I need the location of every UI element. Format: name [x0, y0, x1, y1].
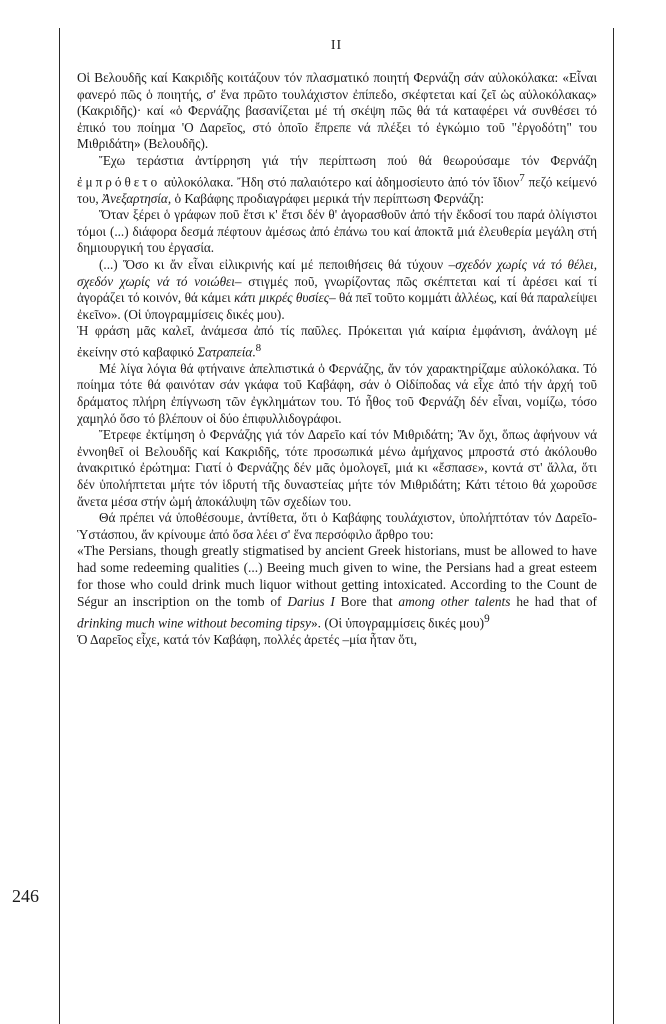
paragraph-3-text-a: Ἡ φράση μᾶς καλεῖ, ἀνάμεσα ἀπό τίς παῦλες. Πρόκειται γιά καίρια ἐμφάνιση, ἀνάλογη μέ ἐκείνην στό καβαφικό	[77, 323, 597, 360]
page-number: 246	[12, 886, 39, 906]
paragraph-1-text: Οἱ Βελουδῆς καί Κακριδῆς κοιτάζουν τόν πλασματικό ποιητή Φερνάζη σάν αὐλοκόλακα: «Εἶναι φανερό πῶς ὁ ποιητής, σ' ἕνα πρῶτο τουλάχιστον ἐπίπεδο, σκέφτεται καί ζεῖ ὡς αὐλοκόλακας» (Κακριδῆς)· καί «ὁ Φερνάζης βασανίζεται μέ τή σκέψη πῶς θά τά καταφέρει νά συνθέσει τό ἐπικό του ποίημα 'Ο Δαρεῖος, στό ὁποῖο ἔπρεπε νά πλέξει τό ἐγκώμιο τοῦ "ἐργοδότη" του Μιθριδάτη» (Βελουδῆς).	[77, 70, 597, 152]
work-title-satrapeia: Σατραπεία	[197, 344, 253, 360]
quote-2-italic-b: κάτι μικρές θυσίες	[234, 290, 330, 306]
paragraph-2-text-d: πεζό κείμενό του,	[77, 173, 598, 206]
paragraph-4	[77, 361, 597, 427]
paragraph-5	[77, 427, 597, 510]
paragraph-2	[77, 153, 597, 207]
quote-1	[77, 207, 597, 257]
work-title-anexartisia: Ἀνεξαρτησία	[102, 190, 168, 206]
quote-1-text: Ὅταν ξέρει ὁ γράφων ποῦ ἔτσι κ' ἔτσι δέν θ' ἀγορασθοῦν ἀπό τήν ἔκδοσί του παρά ὀλίγιστοι τόμοι (...) διάφορα δεσμά πέφτουν ἀμέσως ἀπό ἐπάνω του καί ἀποκτᾶ μιά ἐλευθερία μεγάλη στή δημιουργική του ἐργασία.	[77, 207, 597, 256]
paragraph-1	[77, 70, 597, 153]
paragraph-2-text-f: , ὁ Καβάφης προδιαγράφει μερικά τήν περίπτωση Φερνάζη:	[167, 190, 485, 206]
paragraph-3-text-c: .	[252, 344, 256, 360]
quote-2-italic-a: σχεδόν χωρίς νά τό θέλει, σχεδόν χωρίς νά τό νοιώθει	[77, 256, 597, 289]
english-quote-text-1: «The Persians, though greatly stigmatised by ancient Greek historians, must be allowed to have had some redeeming qualities (...) Beeing much given to wine, the Persians had a great esteem for those who could drink much liquor without getting intoxicated. According to the Count de Ségur an inscription on the tomb of	[77, 543, 597, 609]
english-quote-italic-darius: Darius I	[287, 593, 335, 609]
english-quote-italic-talents: among other talents	[398, 593, 511, 609]
quote-2	[77, 257, 597, 323]
spaced-emphasis-word: ἐμπρόθετο	[77, 173, 161, 189]
paragraph-7-text: Ὁ Δαρεῖος εἶχε, κατά τόν Καβάφη, πολλές ἀρετές –μία ἦταν ὅτι,	[77, 631, 418, 647]
paragraph-6	[77, 510, 597, 543]
english-quote-text-7: ». (Οἱ ὑπογραμμίσεις δικές μου)	[310, 615, 485, 631]
paragraph-2-text-a: Ἔχω τεράστια ἀντίρρηση γιά τήν περίπτωση πού θά θεωρούσαμε τόν Φερνάζη	[99, 152, 597, 168]
footnote-ref-7: 7	[519, 171, 525, 184]
body-text	[77, 70, 597, 648]
english-quote-text-3: Bore that	[340, 593, 393, 609]
paragraph-5-text: Ἔτρεφε ἐκτίμηση ὁ Φερνάζης γιά τόν Δαρεῖο καί τόν Μιθριδάτη; Ἄν ὄχι, ὅπως ἀφήνουν νά ἐννοηθεῖ οἱ Βελουδῆς καί Κακριδῆς, τότε προσωπικά μένω ἀμήχανος μπροστά στό ἀκόλουθο ἀνακριτικό ἐρώτημα: Γιατί ὁ Φερνάζης δέν μᾶς ὁμολογεῖ, μιά κι «ἔσπασε», κοντά στ' ἄλλα, ὅτι δέν ὑπολήπτεται μήτε τόν ἱδρυτή τῆς δυναστείας μήτε τόν Μιθριδάτη; Κάτι τέτοιο θά χωροῦσε ἄνετα μέσα στήν ὠμή ἀποκάλυψη τῶν σχεδίων του.	[77, 427, 597, 509]
english-quote	[77, 543, 597, 631]
english-quote-text-5: he had that of	[516, 593, 597, 609]
left-margin-rule	[59, 28, 60, 1024]
quote-2-text-a: (...) Ὅσο κι ἄν εἶναι εἰλικρινής καί μέ πεποιθήσεις θά τύχουν –	[99, 256, 456, 272]
footnote-ref-8: 8	[255, 341, 262, 354]
paragraph-2-text-c: αὐλοκόλακα. Ἤδη στό παλαιότερο καί ἀδημοσίευτο ἀπό τόν ἴδιον	[163, 173, 520, 189]
section-header: II	[330, 38, 343, 53]
paragraph-7	[77, 632, 597, 649]
english-quote-italic-drinking: drinking much wine without becoming tipsy	[77, 615, 311, 631]
footnote-ref-9: 9	[484, 612, 490, 625]
quote-2-text-c: – στιγμές ποῦ, γνωρίζοντας πῶς σκέπτεται καί τί ἀρέσει καί τί ἀγοράζει τό κοινόν, θά κάμει	[77, 273, 597, 306]
paragraph-3	[77, 323, 597, 361]
paragraph-6-text: Θά πρέπει νά ὑποθέσουμε, ἀντίθετα, ὅτι ὁ Καβάφης τουλάχιστον, ὑπολήπτόταν τόν Δαρεῖο-Ὑστάσπου, ἄν κρίνουμε ἀπό ὅσα λέει σ' ἕνα περσόφιλο ἄρθρο του:	[77, 510, 597, 542]
quote-2-text-e: – θά πεῖ τοῦτο κομμάτι ἀλλέως, καί θά παραλείψει ἐκεῖνο». (Οἱ ὑπογραμμίσεις δικές μου).	[77, 290, 598, 322]
paragraph-4-text: Μέ λίγα λόγια θά φτήναινε ἀπελπιστικά ὁ Φερνάζης, ἄν τόν χαρακτηρίζαμε αὐλοκόλακα. Τό ποίημα τότε θά φαινόταν σάν γκάφα τοῦ Καβάφη, σάν ὁ Οἰδίποδας νά εἶχε ἀπό τήν ἀρχή τοῦ δράματος πλήρη ἐπίγνωση τῶν ἐγκλημάτων του. Τό ἦθος τοῦ Φερνάζη δέν εἶναι, νομίζω, τόσο χαμηλό ὅσο τό βλέπουν οἱ δύο ἐπιφυλλιδογράφοι.	[77, 360, 597, 426]
right-margin-rule	[613, 28, 614, 1024]
